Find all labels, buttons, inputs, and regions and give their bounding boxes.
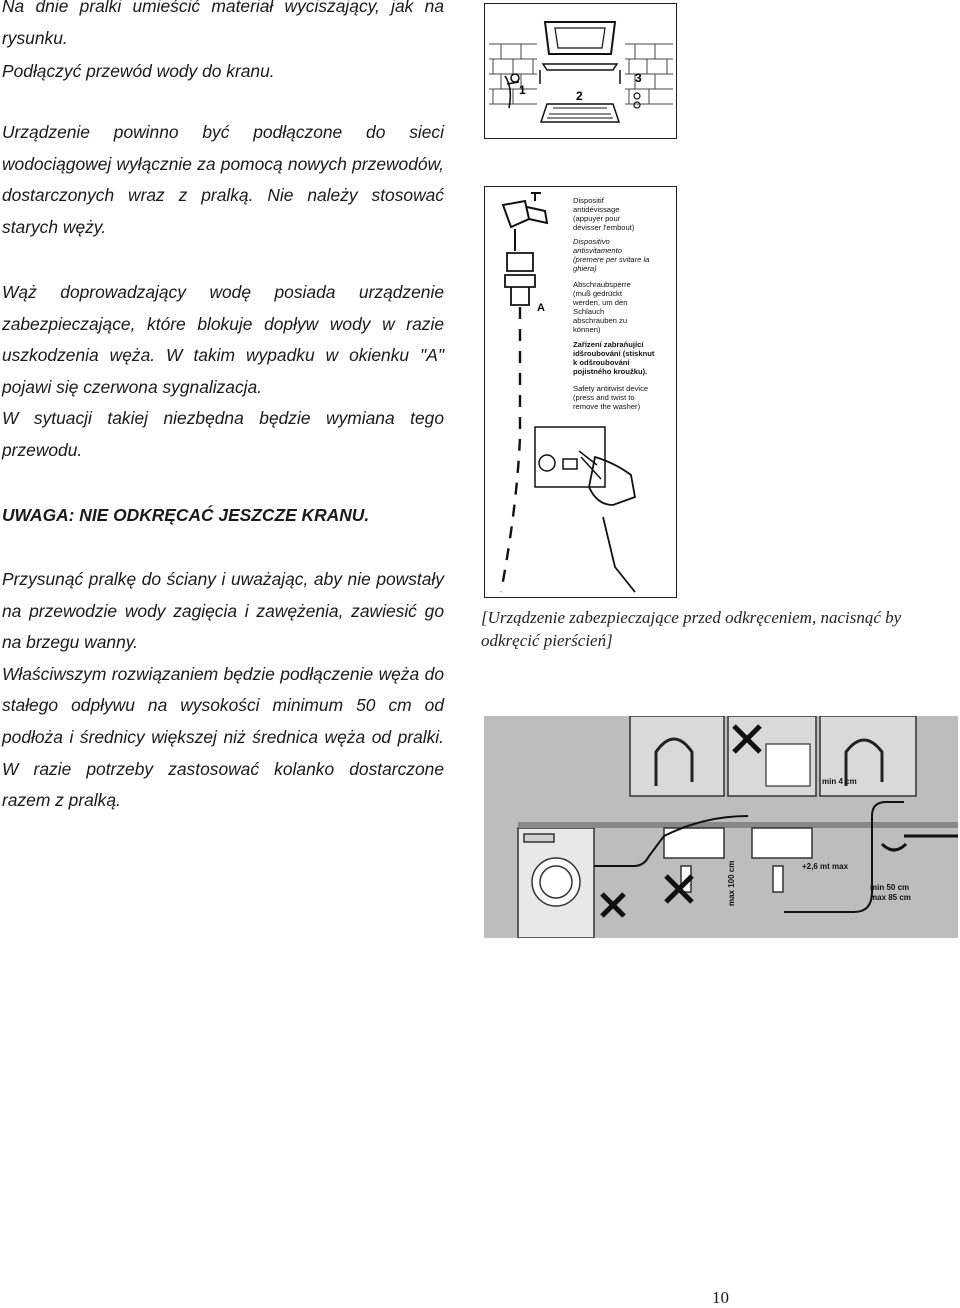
- text-connect-hose: Podłączyć przewód wody do kranu.: [2, 61, 275, 81]
- paragraph-noise-mat: [2, 0, 444, 54]
- figure-caption: [Urządzenie zabezpieczające przed odkręceniem, nacisnąć by odkręcić pierścień]: [481, 608, 902, 650]
- noise-mat-illustration: [485, 4, 676, 138]
- label-min4: min 4 cm: [822, 777, 857, 786]
- figure-hose-device: [484, 186, 677, 598]
- note-it: Dispositivo antisvitamento (premere per svitare la ghiera): [573, 237, 650, 273]
- brick-wall-right: [625, 44, 673, 104]
- hose-connector: [505, 253, 535, 305]
- sink-basin: [766, 744, 810, 786]
- label-max100: max 100 cm: [727, 860, 736, 906]
- panel-bathtub-ok: [630, 716, 724, 796]
- hose-dashed: [501, 307, 520, 592]
- warning-text: UWAGA: NIE ODKRĘCAĆ JESZCZE KRANU.: [2, 505, 370, 525]
- device-notes: [572, 196, 657, 411]
- hose-device-illustration: [485, 187, 676, 597]
- text-noise-mat: Na dnie pralki umieścić materiał wyciszający, jak na rysunku.: [2, 0, 444, 48]
- text-safety-device: Wąż doprowadzający wodę posiada urządzenie zabezpieczające, które blokuje dopływ wody w razie uszkodzenia węża. W takim wypadku w okienku "A" pojawi się czerwona sygnalizacja.: [2, 282, 444, 397]
- label-2: 2: [576, 89, 583, 103]
- text-drain-permanent: Właściwszym rozwiązaniem będzie podłączenie węża do stałego odpływu na wysokości minimum 50 cm od podłoża i średnicy większej niż średnica węża od pralki. W razie potrzeby zastosować kolanko dostarczone razem z pralką.: [2, 663, 444, 811]
- note-cs: Zařízení zabraňující idšroubování (stisknut k odšroubování pojistného kroužku).: [573, 340, 655, 376]
- note-fr: Dispositif antidévissage (appuyer pour dévisser l'embout): [573, 196, 635, 232]
- text-new-hoses: Urządzenie powinno być podłączone do sieci wodociągowej wyłącznie za pomocą nowych przewodów, dostarczonych wraz z pralką. Nie należy stosować starych węży.: [2, 122, 444, 237]
- paragraph-safety-device: [2, 277, 444, 467]
- window-label-a: A: [537, 302, 545, 314]
- figure-noise-mat: [484, 3, 677, 139]
- washer-top: [540, 22, 620, 84]
- label-min50: min 50 cm: [870, 883, 910, 892]
- tap-icon: [503, 193, 547, 251]
- label-1: 1: [519, 83, 526, 97]
- paragraph-connect-hose: [2, 56, 444, 88]
- hose-tools: [505, 74, 519, 108]
- note-en: Safety antitwist device (press and twist to remove the washer): [573, 384, 649, 411]
- cross-icon-floor: [602, 894, 624, 916]
- label-plus26: +2,6 mt max: [802, 862, 849, 871]
- note-de: Abschraubsperre (muß gedrückt werden, um den Schlauch abschrauben zu können): [573, 280, 631, 334]
- wall-panel: [535, 427, 635, 592]
- washing-machine: [518, 828, 594, 938]
- counter-top: [518, 822, 958, 828]
- page-number: 10: [712, 1288, 729, 1307]
- label-3: 3: [635, 71, 642, 85]
- drain-options-illustration: [484, 716, 958, 938]
- text-replace-hose: W sytuacji takiej niezbędna będzie wymiana tego przewodu.: [2, 408, 444, 460]
- figure-drain-options: [484, 716, 958, 938]
- washer-base: [541, 104, 619, 122]
- paragraph-warning: [2, 500, 444, 532]
- screw-icons: [634, 93, 640, 108]
- paragraph-new-hoses: [2, 117, 444, 243]
- paragraph-drain: [2, 564, 444, 817]
- text-drain-bathtub: Przysunąć pralkę do ściany i uważając, aby nie powstały na przewodzie wody zagięcia i zawężenia, zawiesić go na brzegu wanny.: [2, 569, 444, 653]
- label-max85: max 85 cm: [870, 893, 911, 902]
